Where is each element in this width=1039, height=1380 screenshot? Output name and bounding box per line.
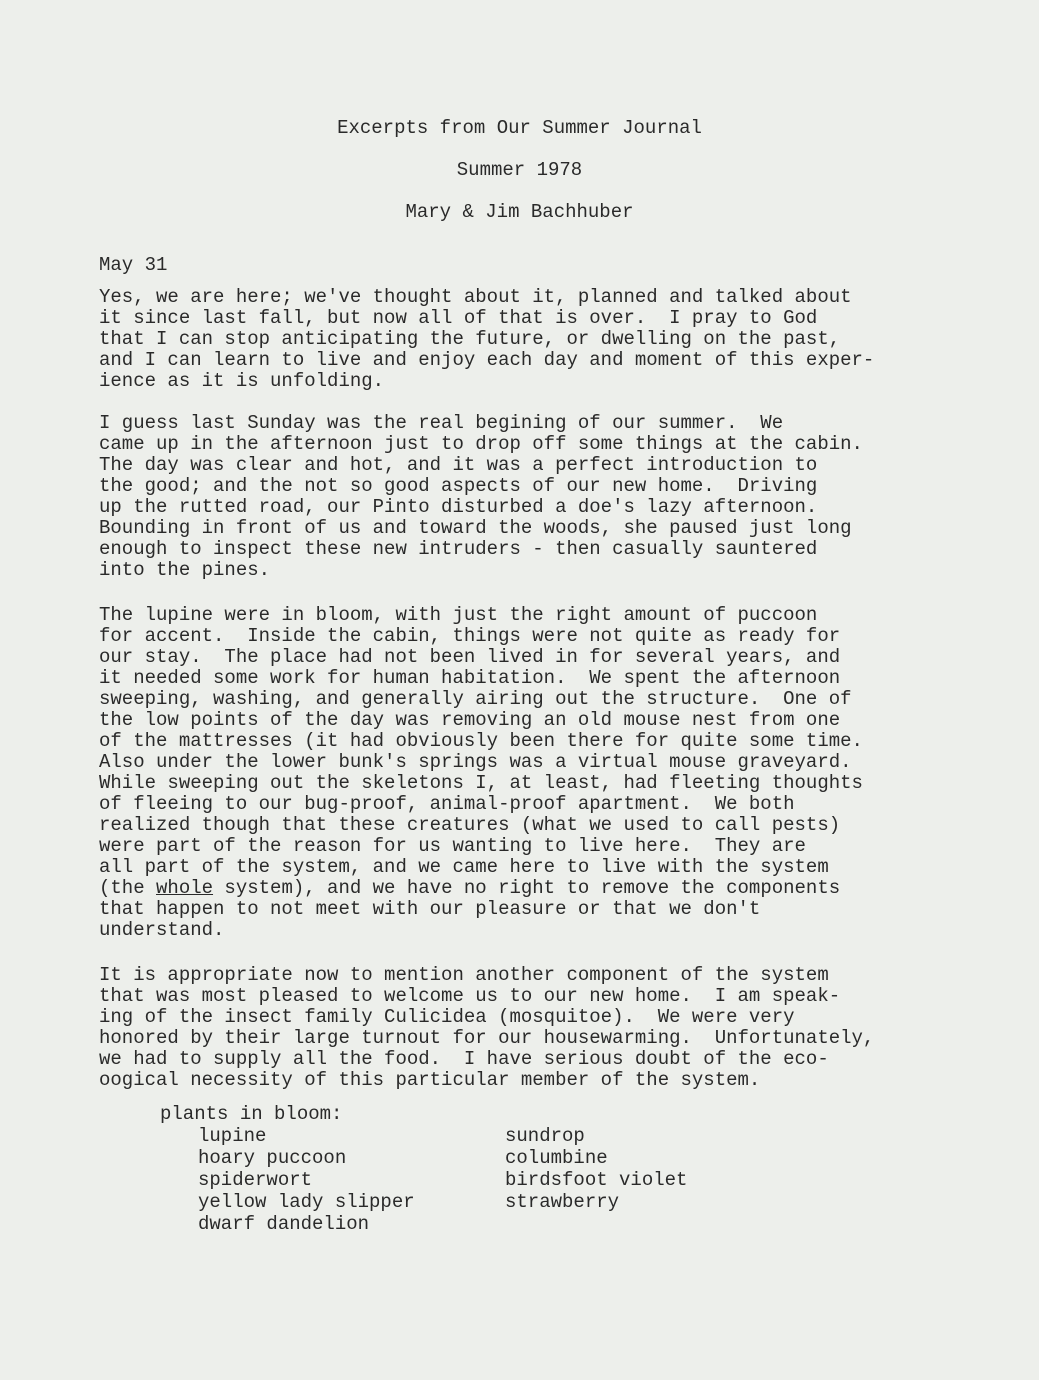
list-item: strawberry (505, 1191, 620, 1213)
line: I guess last Sunday was the real begining of our summer. We (99, 412, 784, 434)
list-item: yellow lady slipper (198, 1191, 415, 1213)
line: up the rutted road, our Pinto disturbed a doe's lazy afternoon. (99, 496, 818, 518)
line: ience as it is unfolding. (99, 370, 385, 392)
plants-list-right (505, 1125, 687, 1213)
line: While sweeping out the skeletons I, at least, had fleeting thoughts (99, 772, 863, 794)
line: the low points of the day was removing an old mouse nest from one (99, 709, 841, 731)
plants-heading: plants in bloom: (160, 1103, 343, 1125)
line: and I can learn to live and enjoy each day and moment of this exper- (99, 349, 875, 371)
line: Bounding in front of us and toward the woods, she paused just long (99, 517, 852, 539)
list-item: dwarf dandelion (198, 1213, 370, 1235)
line: The day was clear and hot, and it was a perfect introduction to (99, 454, 818, 476)
paragraph-1 (99, 287, 999, 392)
paragraph-3 (99, 605, 999, 941)
line: realized though that these creatures (what we used to call pests) (99, 814, 841, 836)
line: were part of the reason for us wanting to live here. They are (99, 835, 806, 857)
paragraph-4 (99, 965, 999, 1091)
line: came up in the afternoon just to drop off some things at the cabin. (99, 433, 863, 455)
line: that happen to not meet with our pleasure or that we don't (99, 898, 761, 920)
line: sweeping, washing, and generally airing out the structure. One of (99, 688, 852, 710)
line: our stay. The place had not been lived in for several years, and (99, 646, 841, 668)
line: honored by their large turnout for our housewarming. Unfortunately, (99, 1027, 875, 1049)
line: Also under the lower bunk's springs was a virtual mouse graveyard. (99, 751, 852, 773)
line-prefix: (the (99, 877, 157, 899)
list-item: columbine (505, 1147, 608, 1169)
document-title: Excerpts from Our Summer Journal (337, 117, 702, 139)
line: into the pines. (99, 559, 271, 581)
line-suffix: system), and we have no right to remove the components (213, 877, 841, 899)
line: that was most pleased to welcome us to our new home. I am speak- (99, 985, 841, 1007)
line: for accent. Inside the cabin, things were not quite as ready for (99, 625, 841, 647)
line: of the mattresses (it had obviously been there for quite some time. (99, 730, 863, 752)
document-authors: Mary & Jim Bachhuber (405, 201, 634, 223)
line: it since last fall, but now all of that is over. I pray to God (99, 307, 818, 329)
line: The lupine were in bloom, with just the right amount of puccoon (99, 604, 818, 626)
line: all part of the system, and we came here to live with the system (99, 856, 829, 878)
line: oogical necessity of this particular member of the system. (99, 1069, 761, 1091)
line: enough to inspect these new intruders - then casually sauntered (99, 538, 818, 560)
line: It is appropriate now to mention another component of the system (99, 964, 829, 986)
plants-list-left (198, 1125, 415, 1235)
line: that I can stop anticipating the future, or dwelling on the past, (99, 328, 841, 350)
line: of fleeing to our bug-proof, animal-proof apartment. We both (99, 793, 795, 815)
document-season: Summer 1978 (456, 159, 583, 181)
line: we had to supply all the food. I have serious doubt of the eco- (99, 1048, 829, 1070)
list-item: sundrop (505, 1125, 585, 1147)
list-item: lupine (198, 1125, 267, 1147)
line: it needed some work for human habitation. We spent the afternoon (99, 667, 841, 689)
list-item: spiderwort (198, 1169, 313, 1191)
line: Yes, we are here; we've thought about it, planned and talked about (99, 286, 852, 308)
entry-date: May 31 (99, 254, 168, 276)
underlined-word: whole (156, 877, 214, 899)
line: ing of the insect family Culicidea (mosquitoe). We were very (99, 1006, 795, 1028)
paragraph-2 (99, 413, 999, 581)
list-item: birdsfoot violet (505, 1169, 688, 1191)
line: the good; and the not so good aspects of our new home. Driving (99, 475, 818, 497)
line: understand. (99, 919, 225, 941)
list-item: hoary puccoon (198, 1147, 347, 1169)
